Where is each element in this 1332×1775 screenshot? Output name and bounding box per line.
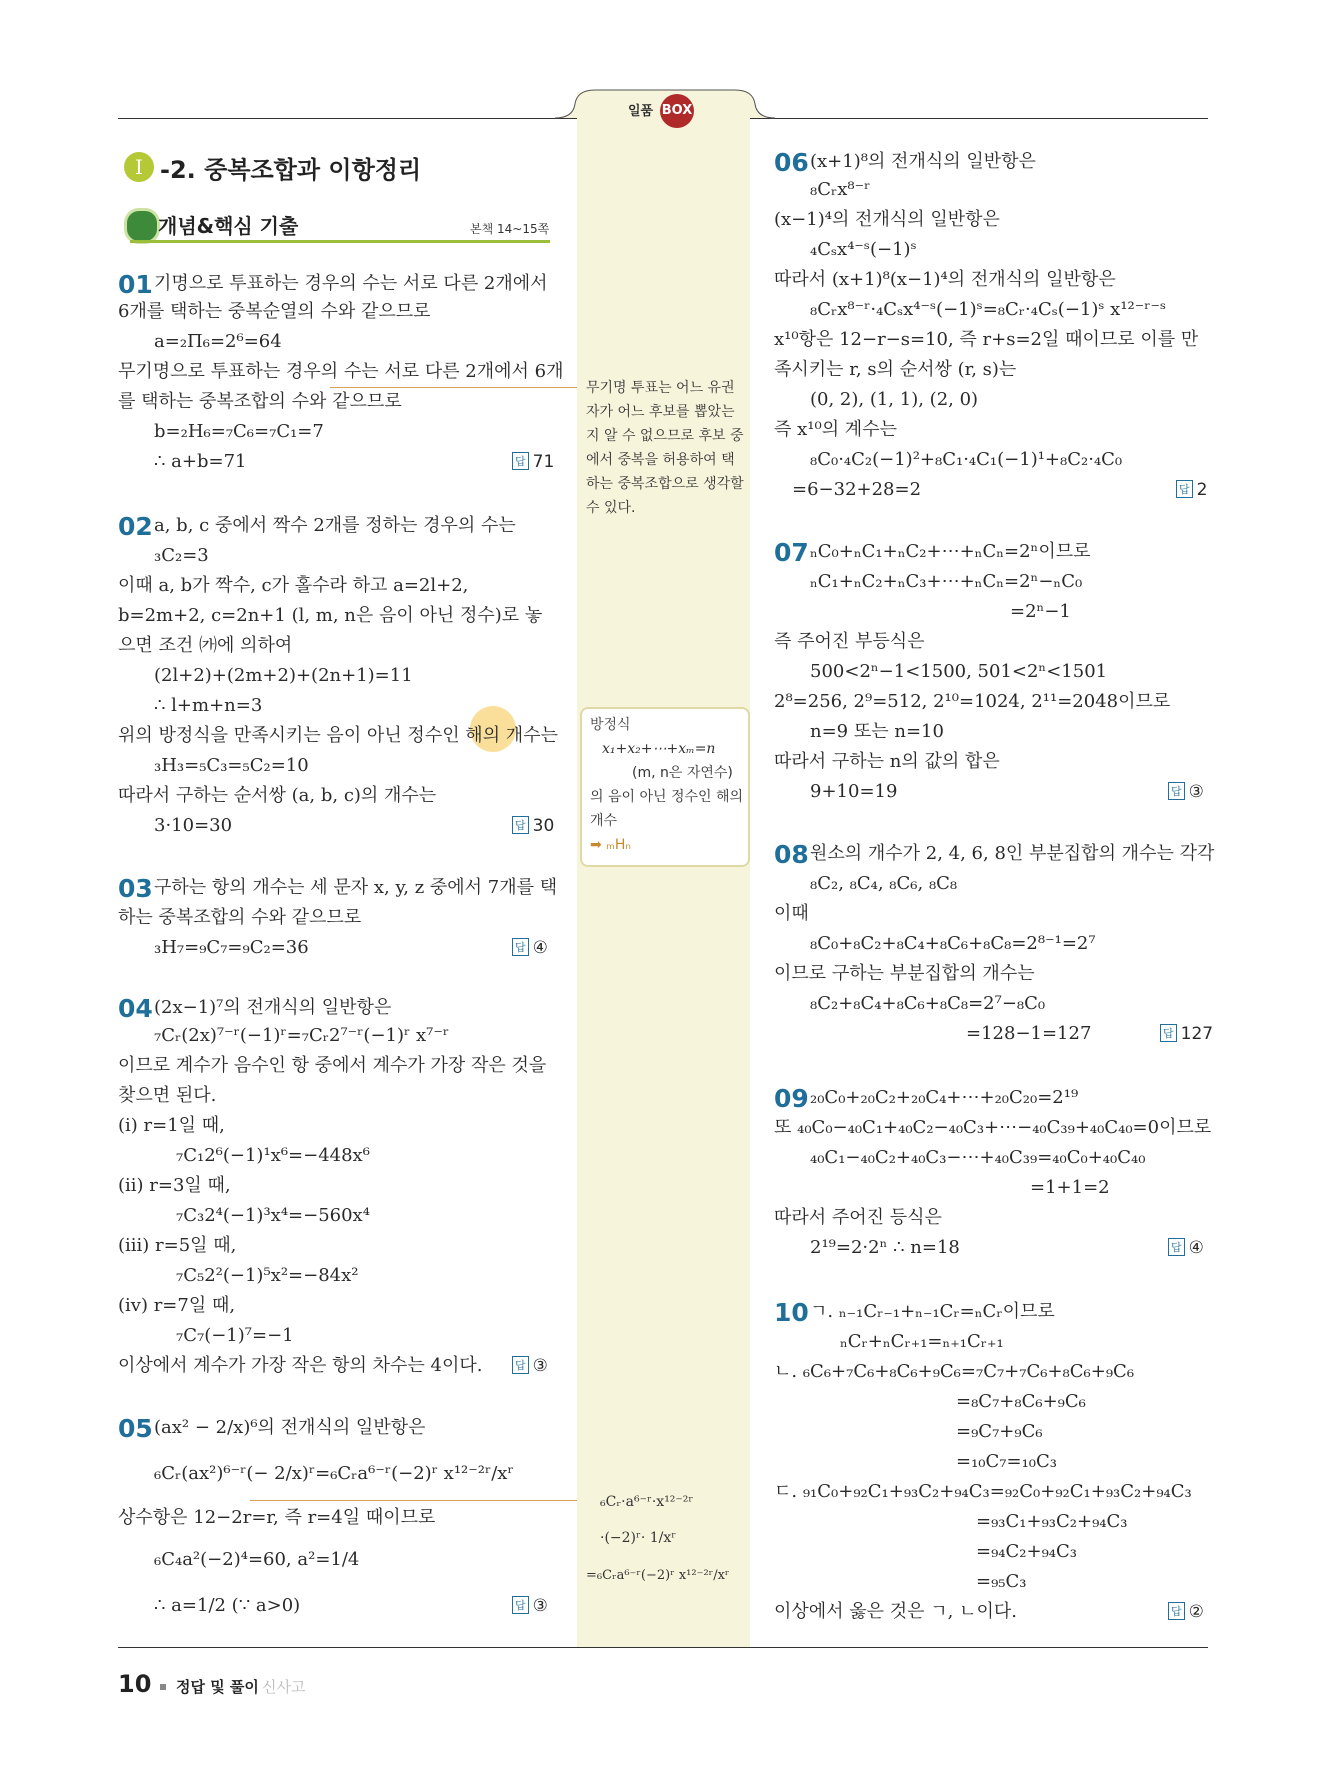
header-badge — [660, 94, 694, 128]
note-line: 개수 — [590, 813, 618, 829]
problem-line: (x−1)⁴의 전개식의 일반항은 — [774, 209, 1000, 230]
problem-line: (2l+2)+(2m+2)+(2n+1)=11 — [154, 665, 413, 686]
problem-line: ₙC₀+ₙC₁+ₙC₂+⋯+ₙCₙ=2ⁿ이므로 — [810, 541, 1091, 562]
problem-line: 2⁸=256, 2⁹=512, 2¹⁰=1024, 2¹¹=2048이므로 — [774, 691, 1171, 712]
problem-line: 즉 x¹⁰의 계수는 — [774, 419, 897, 440]
problem-line: 이때 a, b가 짝수, c가 홀수라 하고 a=2l+2, — [118, 575, 469, 596]
answer-value: 30 — [532, 816, 555, 836]
problem-line: 으면 조건 ㈎에 의하여 — [118, 635, 293, 656]
problem-line: ₙC₁+ₙC₂+ₙC₃+⋯+ₙCₙ=2ⁿ−ₙC₀ — [810, 571, 1083, 592]
chapter-roman: Ⅰ — [135, 155, 143, 179]
answer-icon: 답 — [1168, 1238, 1185, 1256]
answer-value: ④ — [1188, 1238, 1204, 1258]
problem-line: =₉₅C₃ — [976, 1571, 1027, 1592]
problem-number: 09 — [774, 1084, 809, 1113]
answer-value: ③ — [1188, 782, 1204, 802]
problem-line: 이때 — [774, 903, 809, 924]
note-line: 에서 중복을 허용하여 택 — [586, 452, 735, 468]
problem-line: 족시키는 r, s의 순서쌍 (r, s)는 — [774, 359, 1017, 380]
problem-number: 01 — [118, 270, 153, 299]
answer-value: ③ — [532, 1356, 548, 1376]
problem-line: 상수항은 12−2r=r, 즉 r=4일 때이므로 — [118, 1507, 436, 1528]
answer-icon: 답 — [1160, 1024, 1177, 1042]
answer-icon: 답 — [1176, 480, 1193, 498]
problem-line: =1+1=2 — [1030, 1177, 1110, 1198]
answer-icon: 답 — [512, 816, 529, 834]
note-line: 의 음이 아닌 정수인 해의 — [590, 789, 744, 805]
problem-line: ∴ l+m+n=3 — [154, 695, 263, 716]
problem-line: 를 택하는 중복조합의 수와 같으므로 — [118, 391, 402, 412]
problem-number: 10 — [774, 1298, 809, 1327]
note-line: 지 알 수 없으므로 후보 중 — [586, 428, 744, 444]
note-line: ·(−2)ʳ· 1/xʳ — [600, 1530, 677, 1546]
note-line: 하는 중복조합으로 생각할 — [586, 476, 744, 492]
section-icon — [124, 208, 160, 244]
problem-line: ₂₀C₀+₂₀C₂+₂₀C₄+⋯+₂₀C₂₀=2¹⁹ — [810, 1087, 1079, 1108]
problem-line: 이므로 계수가 음수인 항 중에서 계수가 가장 작은 것을 — [118, 1055, 547, 1076]
footer-label: 정답 및 풀이 — [176, 1678, 259, 1696]
problem-line: (ⅰ) r=1일 때, — [118, 1115, 225, 1136]
problem-line: =₉₃C₁+₉₃C₂+₉₄C₃ — [976, 1511, 1128, 1532]
problem-line: =₉₄C₂+₉₄C₃ — [976, 1541, 1078, 1562]
answer-value: 2 — [1196, 480, 1208, 500]
problem-line: 이상에서 계수가 가장 작은 항의 차수는 4이다. — [118, 1355, 483, 1376]
problem-line: ∴ a=1/2 (∵ a>0) — [154, 1595, 301, 1616]
answer-value: ④ — [532, 938, 548, 958]
section-page-ref: 본책 14~15쪽 — [470, 222, 550, 236]
problem-line: ₈C₀·₄C₂(−1)²+₈C₁·₄C₁(−1)¹+₈C₂·₄C₀ — [810, 449, 1123, 470]
note-line: 자가 어느 후보를 뽑았는 — [586, 404, 735, 420]
problem-number: 03 — [118, 874, 153, 903]
problem-line: (x+1)⁸의 전개식의 일반항은 — [810, 151, 1036, 172]
problem-number: 08 — [774, 840, 809, 869]
problem-line: a, b, c 중에서 짝수 2개를 정하는 경우의 수는 — [154, 515, 516, 536]
answer-icon: 답 — [512, 1356, 529, 1374]
note-line: ₆Cᵣ·a⁶⁻ʳ·x¹²⁻²ʳ — [600, 1494, 694, 1510]
problem-line: 따라서 (x+1)⁸(x−1)⁴의 전개식의 일반항은 — [774, 269, 1116, 290]
problem-line: 6개를 택하는 중복순열의 수와 같으므로 — [118, 301, 431, 322]
problem-line: ₆C₄a²(−2)⁴=60, a²=1/4 — [154, 1549, 360, 1570]
problem-number: 06 — [774, 148, 809, 177]
answer — [512, 1596, 548, 1616]
problem-line: ₈C₀+₈C₂+₈C₄+₈C₆+₈C₈=2⁸⁻¹=2⁷ — [810, 933, 1096, 954]
problem-line: ₃C₂=3 — [154, 545, 209, 566]
problem-line: ₙCᵣ+ₙCᵣ₊₁=ₙ₊₁Cᵣ₊₁ — [840, 1331, 1004, 1352]
problem-line: (ⅱ) r=3일 때, — [118, 1175, 231, 1196]
problem-line: b=2m+2, c=2n+1 (l, m, n은 음이 아닌 정수)로 놓 — [118, 605, 543, 626]
problem-line: ₇C₁2⁶(−1)¹x⁶=−448x⁶ — [176, 1145, 370, 1166]
chapter-roman-icon — [124, 152, 154, 182]
bottom-rule — [118, 1647, 1208, 1648]
section-underline — [130, 240, 550, 243]
problem-line: =128−1=127 — [966, 1023, 1092, 1044]
problem-line: 위의 방정식을 만족시키는 음이 아닌 정수인 해의 개수는 — [118, 725, 558, 746]
answer — [512, 1356, 548, 1376]
problem-line: =₉C₇+₉C₆ — [956, 1421, 1043, 1442]
problem-line: ₈Cᵣx⁸⁻ʳ — [810, 179, 871, 200]
answer-icon: 답 — [1168, 782, 1185, 800]
problem-line: 즉 주어진 부등식은 — [774, 631, 925, 652]
problem-line: ∴ a+b=71 — [154, 451, 247, 472]
answer — [1168, 782, 1204, 802]
problem-line: ₇C₃2⁴(−1)³x⁴=−560x⁴ — [176, 1205, 370, 1226]
problem-line: ₃H₇=₉C₇=₉C₂=36 — [154, 937, 309, 958]
header-badge-prefix: 일품 — [628, 104, 654, 119]
problem-line: (ⅳ) r=7일 때, — [118, 1295, 236, 1316]
problem-line: 무기명으로 투표하는 경우의 수는 서로 다른 2개에서 6개 — [118, 361, 564, 382]
page-number: 10 — [118, 1670, 152, 1698]
problem-line: 이상에서 옳은 것은 ㄱ, ㄴ이다. — [774, 1601, 1017, 1622]
problem-number: 05 — [118, 1414, 153, 1443]
answer-value: 127 — [1180, 1024, 1214, 1044]
problem-line: ₇C₇(−1)⁷=−1 — [176, 1325, 294, 1346]
problem-line: ㄷ. ₉₁C₀+₉₂C₁+₉₃C₂+₉₄C₃=₉₂C₀+₉₂C₁+₉₃C₂+₉₄C₃ — [774, 1481, 1192, 1502]
note-title: 방정식 — [590, 717, 631, 733]
answer-icon: 답 — [1168, 1602, 1185, 1620]
answer — [512, 452, 554, 472]
side-note-2 — [580, 707, 750, 867]
problem-line: x¹⁰항은 12−r−s=10, 즉 r+s=2일 때이므로 이를 만 — [774, 329, 1199, 350]
footer-publisher: 신사고 — [262, 1678, 306, 1696]
problem-line: (2x−1)⁷의 전개식의 일반항은 — [154, 997, 392, 1018]
problem-line: 따라서 구하는 순서쌍 (a, b, c)의 개수는 — [118, 785, 437, 806]
problem-line: 9+10=19 — [810, 781, 898, 802]
problem-line: 하는 중복조합의 수와 같으므로 — [118, 907, 362, 928]
answer — [512, 938, 548, 958]
problem-line: =2ⁿ−1 — [1010, 601, 1071, 622]
answer — [1176, 480, 1207, 500]
chapter-title: -2. 중복조합과 이항정리 — [160, 156, 422, 184]
note-connector-3 — [250, 1500, 577, 1501]
problem-line: ₈C₂+₈C₄+₈C₆+₈C₈=2⁷−₈C₀ — [810, 993, 1046, 1014]
answer-value: ② — [1188, 1602, 1204, 1622]
problem-line: 또 ₄₀C₀−₄₀C₁+₄₀C₂−₄₀C₃+⋯−₄₀C₃₉+₄₀C₄₀=0이므로 — [774, 1117, 1212, 1138]
problem-line: =6−32+28=2 — [792, 479, 922, 500]
problem-line: 3·10=30 — [154, 815, 233, 836]
problem-line: ₈Cᵣx⁸⁻ʳ·₄Cₛx⁴⁻ˢ(−1)ˢ=₈Cᵣ·₄Cₛ(−1)ˢ x¹²⁻ʳ⁻ˢ — [810, 299, 1167, 320]
problem-line: 기명으로 투표하는 경우의 수는 서로 다른 2개에서 — [154, 273, 548, 294]
answer-icon: 답 — [512, 452, 529, 470]
problem-line: =₈C₇+₈C₆+₉C₆ — [956, 1391, 1086, 1412]
problem-number: 07 — [774, 538, 809, 567]
answer — [1160, 1024, 1213, 1044]
note-line: 수 있다. — [586, 500, 636, 516]
problem-line: (ax² − 2/x)⁶의 전개식의 일반항은 — [154, 1417, 426, 1438]
problem-line: 찾으면 된다. — [118, 1085, 217, 1106]
problem-line: =₁₀C₇=₁₀C₃ — [956, 1451, 1058, 1472]
answer — [1168, 1602, 1204, 1622]
note-line: (m, n은 자연수) — [632, 765, 733, 781]
problem-line: ₃H₃=₅C₃=₅C₂=10 — [154, 755, 309, 776]
problem-line: a=₂Π₆=2⁶=64 — [154, 331, 282, 352]
problem-line: ₈C₂, ₈C₄, ₈C₆, ₈C₈ — [810, 873, 958, 894]
problem-number: 02 — [118, 512, 153, 541]
problem-line: ㄱ. ₙ₋₁Cᵣ₋₁+ₙ₋₁Cᵣ=ₙCᵣ이므로 — [810, 1301, 1055, 1322]
problem-line: 이므로 구하는 부분집합의 개수는 — [774, 963, 1035, 984]
problem-line: n=9 또는 n=10 — [810, 721, 944, 742]
answer — [1168, 1238, 1204, 1258]
answer-value: ③ — [532, 1596, 548, 1616]
note-line: 무기명 투표는 어느 유권 — [586, 380, 735, 396]
answer-icon: 답 — [512, 1596, 529, 1614]
problem-line: 따라서 주어진 등식은 — [774, 1207, 942, 1228]
note-line: x₁+x₂+⋯+xₘ=n — [602, 741, 716, 757]
problem-line: (0, 2), (1, 1), (2, 0) — [810, 389, 979, 410]
note-connector-1 — [330, 387, 577, 388]
problem-line: 원소의 개수가 2, 4, 6, 8인 부분집합의 개수는 각각 — [810, 843, 1215, 864]
problem-line: (ⅲ) r=5일 때, — [118, 1235, 237, 1256]
answer — [512, 816, 554, 836]
section-title: 개념&핵심 기출 — [158, 214, 299, 238]
problem-line: ㄴ. ₆C₆+₇C₆+₈C₆+₉C₆=₇C₇+₇C₆+₈C₆+₉C₆ — [774, 1361, 1135, 1382]
problem-line: ₇C₅2²(−1)⁵x²=−84x² — [176, 1265, 359, 1286]
problem-line: 500<2ⁿ−1<1500, 501<2ⁿ<1501 — [810, 661, 1108, 682]
problem-number: 04 — [118, 994, 153, 1023]
header-badge-label: BOX — [661, 103, 693, 118]
answer-value: 71 — [532, 452, 555, 472]
problem-line: ₇Cᵣ(2x)⁷⁻ʳ(−1)ʳ=₇Cᵣ2⁷⁻ʳ(−1)ʳ x⁷⁻ʳ — [154, 1025, 450, 1046]
problem-line: b=₂H₆=₇C₆=₇C₁=7 — [154, 421, 324, 442]
note-line: ➡ ₘHₙ — [590, 837, 632, 853]
center-column-bg — [577, 92, 750, 1647]
problem-line: ₄Cₛx⁴⁻ˢ(−1)ˢ — [810, 239, 917, 260]
problem-line: 2¹⁹=2·2ⁿ ∴ n=18 — [810, 1237, 960, 1258]
problem-line: 구하는 항의 개수는 세 문자 x, y, z 중에서 7개를 택 — [154, 877, 558, 898]
answer-icon: 답 — [512, 938, 529, 956]
footer-bullet — [160, 1684, 166, 1690]
problem-line: ₄₀C₁−₄₀C₂+₄₀C₃−⋯+₄₀C₃₉=₄₀C₀+₄₀C₄₀ — [810, 1147, 1146, 1168]
note-line: =₆Cᵣa⁶⁻ʳ(−2)ʳ x¹²⁻²ʳ/xʳ — [586, 1568, 730, 1583]
problem-line: ₆Cᵣ(ax²)⁶⁻ʳ(− 2/x)ʳ=₆Cᵣa⁶⁻ʳ(−2)ʳ x¹²⁻²ʳ/xʳ — [154, 1463, 514, 1484]
problem-line: 따라서 구하는 n의 값의 합은 — [774, 751, 1000, 772]
